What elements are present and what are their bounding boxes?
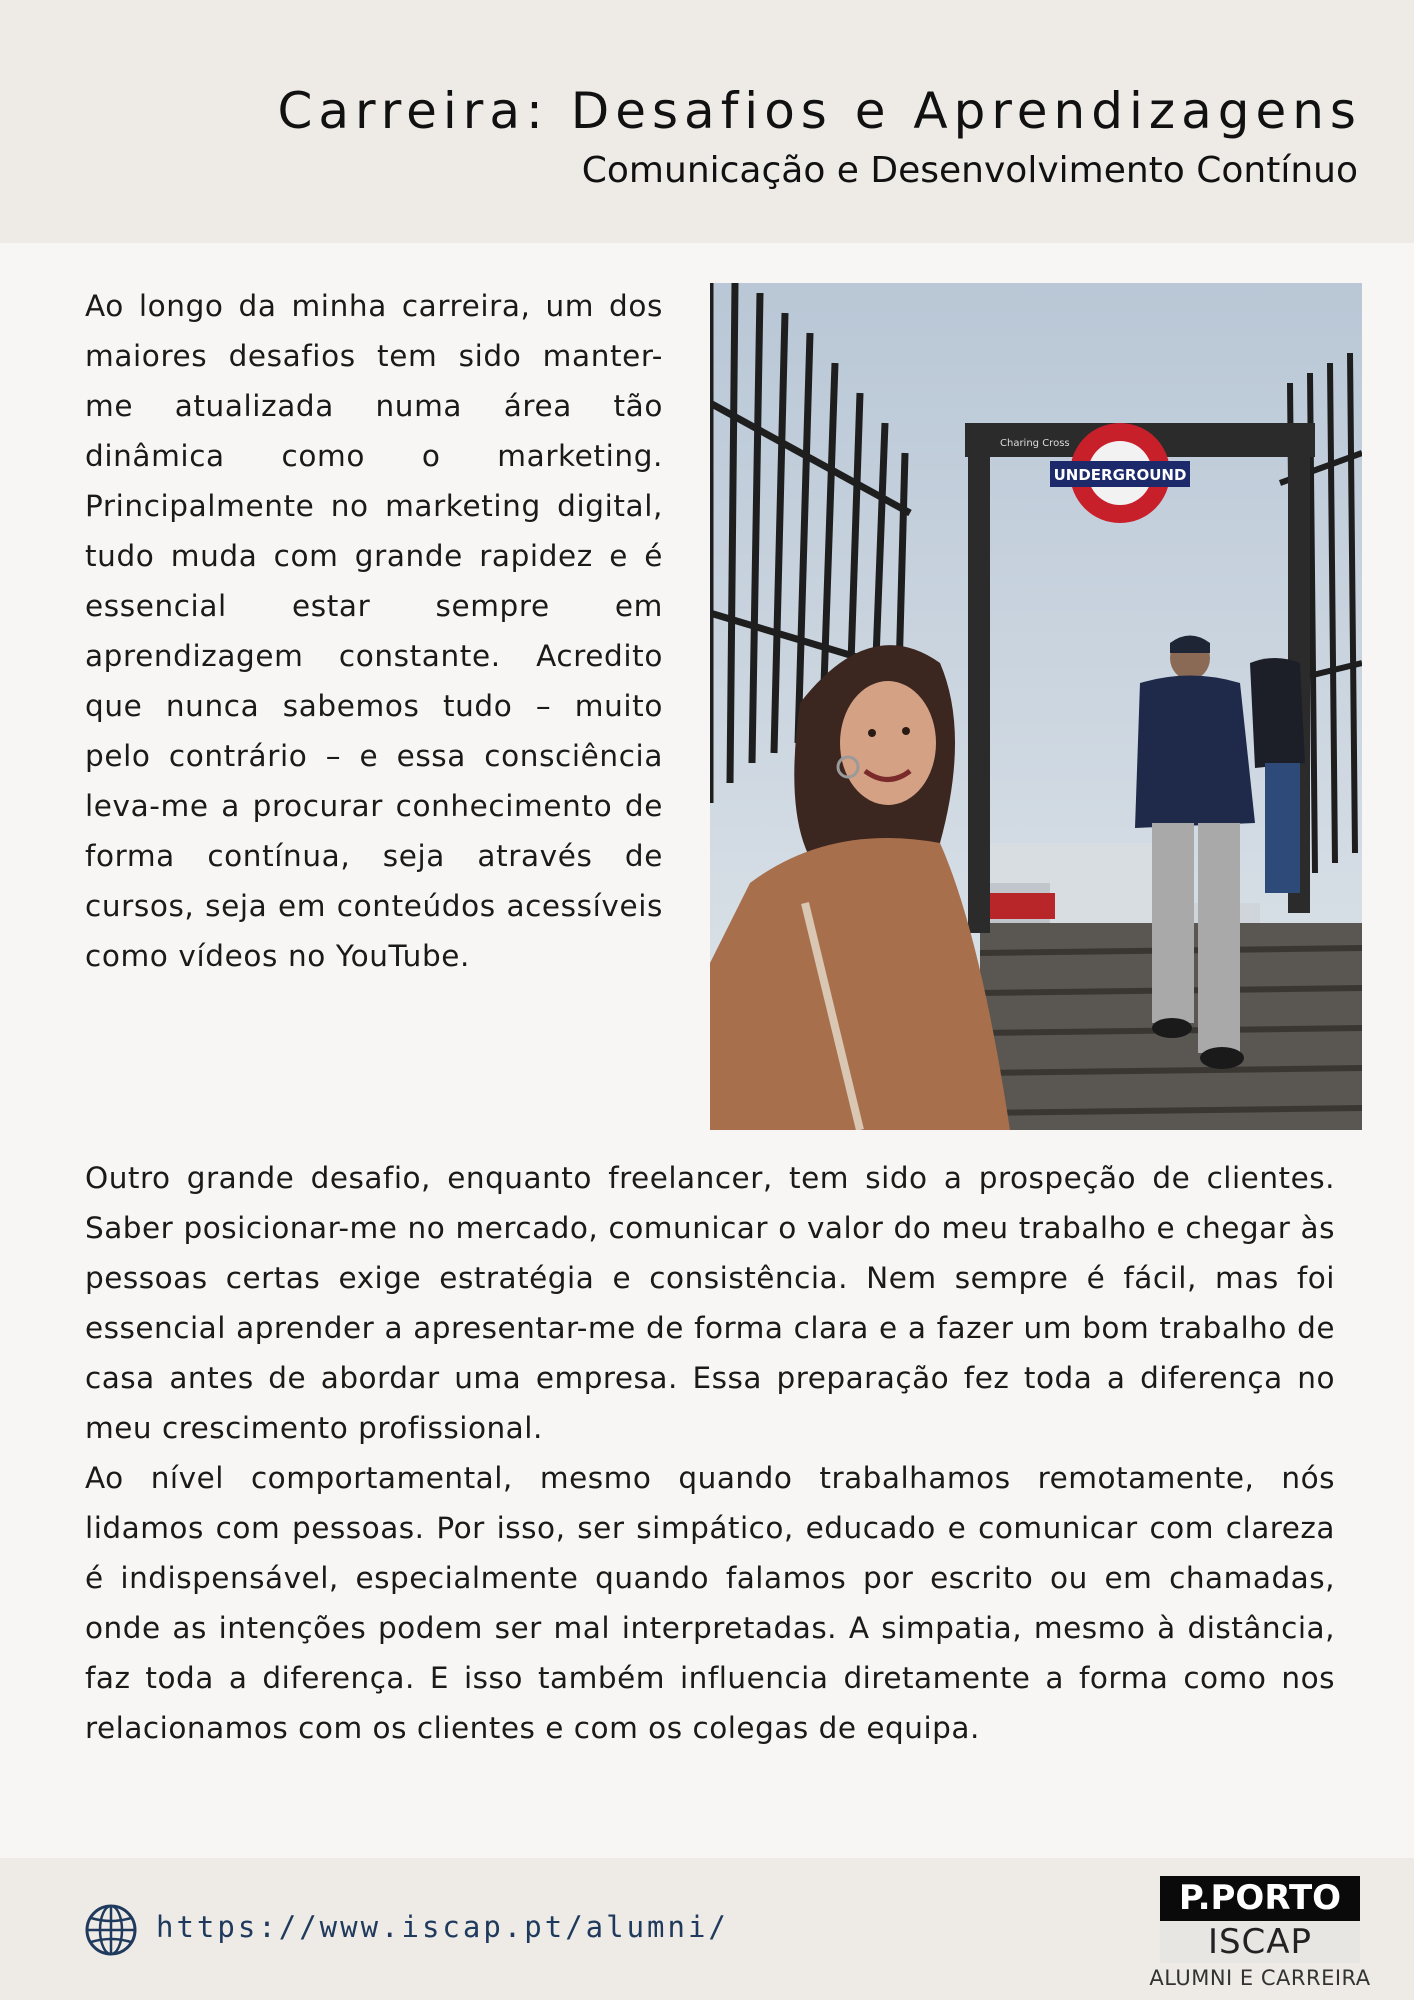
globe-icon	[84, 1903, 138, 1957]
page-title: Carreira: Desafios e Aprendizagens	[277, 82, 1362, 140]
page-subtitle: Comunicação e Desenvolvimento Contínuo	[581, 150, 1358, 191]
article-paragraph-2: Outro grande desafio, enquanto freelancer, tem sido a prospeção de clientes. Saber posicionar-me no mercado, comunicar o valor do meu trabalho e chegar às pessoas certas exige estratégia e consistência. Nem sempre é fácil, mas foi essencial aprender a apresentar-me de forma clara e a fazer um bom trabalho de casa antes de abordar uma empresa. Essa preparação fez toda a diferença no meu crescimento profissional. Ao nível comportamental, mesmo quando trabalhamos remotamente, nós lidamos com pessoas. Por isso, ser simpático, educado e comunicar com clareza é indispensável, especialmente quando falamos por escrito ou em chamadas, onde as intenções podem ser mal interpretadas. A simpatia, mesmo à distância, faz toda a diferença. E isso também influencia diretamente a forma como nos relacionamos com os clientes e com os colegas de equipa.	[85, 1161, 1335, 1745]
alumni-url-link[interactable]: https://www.iscap.pt/alumni/	[156, 1910, 729, 1944]
underground-sign-text: UNDERGROUND	[1053, 466, 1187, 484]
photo-underground-entrance	[710, 283, 1362, 1130]
article-paragraph-3: Ao nível comportamental, mesmo quando trabalhamos remotamente, nós lidamos com pessoas. Por isso, ser simpático, educado e comunicar com clareza é indispensável, especialmente quando falamos por escrito ou em chamadas, onde as intenções podem ser mal interpretadas. A simpatia, mesmo à distância, faz toda a diferença. E isso também influencia diretamente a forma como nos relacionamos com os clientes e com os colegas de equipa.	[85, 1461, 1335, 1745]
alumni-carreira-label: ALUMNI E CARREIRA	[1149, 1966, 1371, 1990]
article-paragraph-1: Ao longo da minha carreira, um dos maiores desafios tem sido manter-me atualizada numa área tão dinâmica como o marketing. Principalmente no marketing digital, tudo muda com grande rapidez e é essencial estar sempre em aprendizagem constante. Acredito que nunca sabemos tudo – muito pelo contrário – e essa consciência leva-me a procurar conhecimento de forma contínua, seja através de cursos, seja em conteúdos acessíveis como vídeos no YouTube.	[85, 289, 663, 973]
station-name-text: Charing Cross	[1000, 438, 1070, 449]
iscap-logo-text: ISCAP	[1160, 1921, 1360, 1963]
pporto-logo: P.PORTO	[1160, 1876, 1360, 1921]
